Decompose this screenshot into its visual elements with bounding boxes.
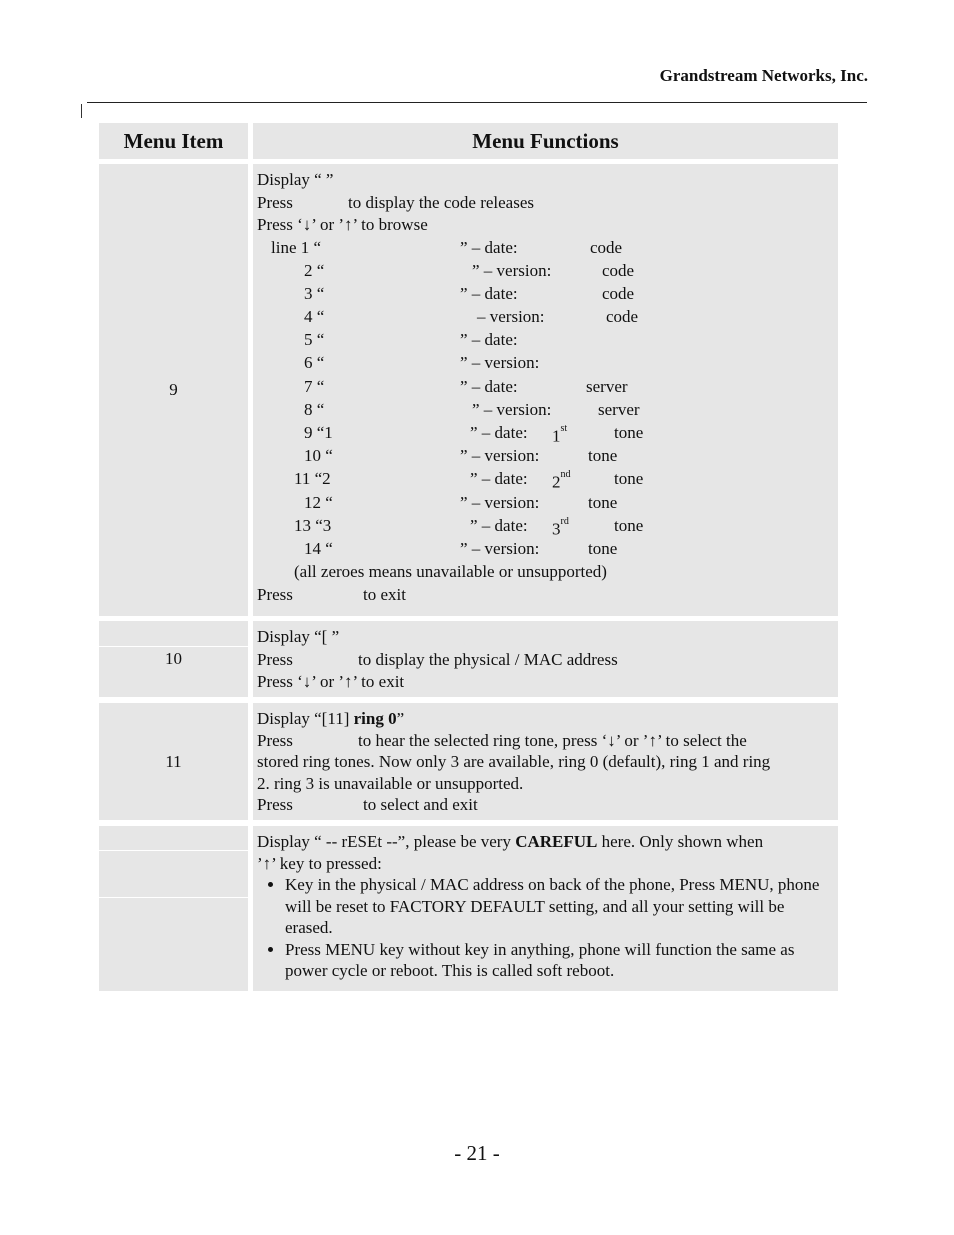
- line-number: line 1 “: [271, 237, 322, 257]
- code-release-line: [257, 492, 828, 515]
- press-label: Press: [257, 730, 293, 750]
- table-row-11: [99, 703, 838, 820]
- code-release-line: [257, 445, 828, 468]
- cell-divider: [99, 897, 248, 898]
- line-number: 6 “: [304, 353, 325, 373]
- header-rule: [87, 102, 867, 103]
- line-number: 4 “: [304, 307, 325, 327]
- code-release-line: [257, 538, 828, 561]
- code-release-line: [257, 306, 828, 329]
- line-field: ” – date:: [460, 283, 518, 303]
- menu-function-cell: [253, 621, 838, 697]
- line-subject: code: [602, 283, 635, 303]
- menu-item-number: 11: [99, 703, 248, 820]
- press-action: to exit: [363, 584, 406, 604]
- line-field: ” – date:: [460, 237, 518, 257]
- line-subject: server: [586, 376, 628, 396]
- table-row-10: [99, 621, 838, 697]
- code-release-line: [257, 468, 828, 491]
- line-field: ” – version:: [460, 538, 540, 558]
- table-row-reset: [99, 826, 838, 991]
- display-prefix: Display “[11]: [257, 709, 354, 728]
- reset-options-list: [257, 874, 828, 982]
- page-number: - 21 -: [454, 1141, 500, 1165]
- line-subject: tone: [614, 469, 644, 489]
- line-field: ” – version:: [472, 399, 552, 419]
- display-suffix: ”: [396, 709, 405, 728]
- press-action: to display the physical / MAC address: [358, 649, 618, 669]
- line-field: – version:: [477, 307, 545, 327]
- line-field: ” – date:: [470, 515, 528, 535]
- line-subject: tone: [614, 423, 644, 442]
- code-release-line: [257, 399, 828, 422]
- line-subject: code: [590, 237, 623, 257]
- code-release-line: [257, 329, 828, 352]
- menu-function-cell: [253, 703, 838, 820]
- ordinal-number: 1: [552, 426, 561, 446]
- line-field: ” – version:: [472, 260, 552, 280]
- line-number: 13 “3: [294, 515, 332, 535]
- menu-item-number: 10: [99, 621, 248, 697]
- line-subject: tone: [614, 515, 644, 535]
- key-press-line: ’↑’ key to pressed:: [257, 853, 382, 873]
- menu-function-text: [257, 626, 828, 694]
- table-row-9: [99, 164, 838, 616]
- line-field: ” – date:: [460, 330, 518, 350]
- ordinal-suffix: nd: [560, 469, 571, 481]
- press-label: Press: [257, 584, 293, 604]
- code-release-line: [257, 422, 828, 445]
- display-value: ring 0: [353, 709, 397, 728]
- line-number: 9 “1: [304, 423, 333, 442]
- display-suffix: here. Only shown when: [597, 832, 764, 851]
- code-release-line: [257, 352, 828, 375]
- line-field: ” – date:: [460, 376, 518, 396]
- line-field: ” – version:: [460, 492, 540, 512]
- ordinal-suffix: rd: [560, 515, 569, 527]
- cell-divider: [99, 646, 248, 647]
- display-line: Display “[ ”: [257, 627, 340, 646]
- col-header-menu-item: Menu Item: [99, 123, 248, 159]
- press-label: Press: [257, 795, 293, 814]
- code-release-line: [257, 237, 828, 260]
- line-subject: code: [606, 307, 639, 327]
- code-release-line: [257, 376, 828, 399]
- press-label: Press: [257, 649, 293, 669]
- code-release-lines: [257, 237, 828, 562]
- list-item: • Key in the physical / MAC address on back of the phone, Press MENU, phone will be reset to FACTORY DEFAULT setting, and all your setting will be erased.: [285, 874, 828, 939]
- menu-function-text: [257, 169, 828, 606]
- line-number: 7 “: [304, 376, 325, 396]
- menu-function-text: [257, 708, 828, 816]
- page-header: Grandstream Networks, Inc.: [659, 66, 868, 85]
- line-subject: code: [602, 260, 635, 280]
- menu-item-number: 9: [99, 164, 248, 616]
- code-release-line: [257, 260, 828, 283]
- line-number: 11 “2: [294, 469, 331, 489]
- press-action: to select and exit: [363, 795, 478, 814]
- line-subject: tone: [588, 446, 618, 466]
- ordinal-number: 2: [552, 473, 561, 493]
- line-number: 8 “: [304, 399, 325, 419]
- display-line: [257, 831, 828, 853]
- line-number: 14 “: [304, 538, 333, 558]
- line-number: 5 “: [304, 330, 325, 350]
- list-item: • Press MENU key without key in anything, phone will function the same as power cycle or reboot. This is called soft reboot.: [285, 939, 828, 982]
- line-subject: tone: [588, 538, 618, 558]
- ordinal-number: 3: [552, 519, 561, 539]
- menu-function-cell: [253, 164, 838, 616]
- menu-function-text: [257, 831, 828, 982]
- line-field: ” – version:: [460, 353, 540, 373]
- exit-line: Press ‘↓’ or ’↑’ to exit: [257, 672, 405, 691]
- note-line: (all zeroes means unavailable or unsupported): [294, 562, 607, 582]
- press-action: to display the code releases: [348, 192, 534, 212]
- careful-emphasis: CAREFUL: [515, 832, 598, 851]
- text-line: stored ring tones. Now only 3 are available, ring 0 (default), ring 1 and ring: [257, 752, 771, 771]
- change-bar: [81, 104, 82, 118]
- menu-function-cell: [253, 826, 838, 991]
- press-label: Press: [257, 192, 293, 212]
- line-number: 12 “: [304, 492, 333, 512]
- table-header-row: [99, 123, 838, 159]
- text-line: 2. ring 3 is unavailable or unsupported.: [257, 773, 524, 793]
- display-line: Display “ ”: [257, 170, 334, 189]
- code-release-line: [257, 283, 828, 306]
- press-action: to hear the selected ring tone, press ‘↓’ or ’↑’ to select the: [358, 730, 747, 750]
- display-line: [257, 708, 404, 731]
- line-number: 10 “: [304, 446, 333, 466]
- line-number: 2 “: [304, 260, 325, 280]
- line-field: ” – date:: [470, 423, 528, 442]
- line-number: 3 “: [304, 283, 325, 303]
- line-field: ” – date:: [470, 469, 528, 489]
- line-field: ” – version:: [460, 446, 540, 466]
- browse-line: Press ‘↓’ or ’↑’ to browse: [257, 215, 428, 234]
- col-header-menu-functions: Menu Functions: [253, 123, 838, 159]
- display-prefix: Display “ -- rESEt --”, please be very: [257, 832, 516, 851]
- code-release-line: [257, 515, 828, 538]
- ordinal-suffix: st: [560, 423, 568, 434]
- line-subject: server: [598, 399, 640, 419]
- cell-divider: [99, 850, 248, 851]
- line-subject: tone: [588, 492, 618, 512]
